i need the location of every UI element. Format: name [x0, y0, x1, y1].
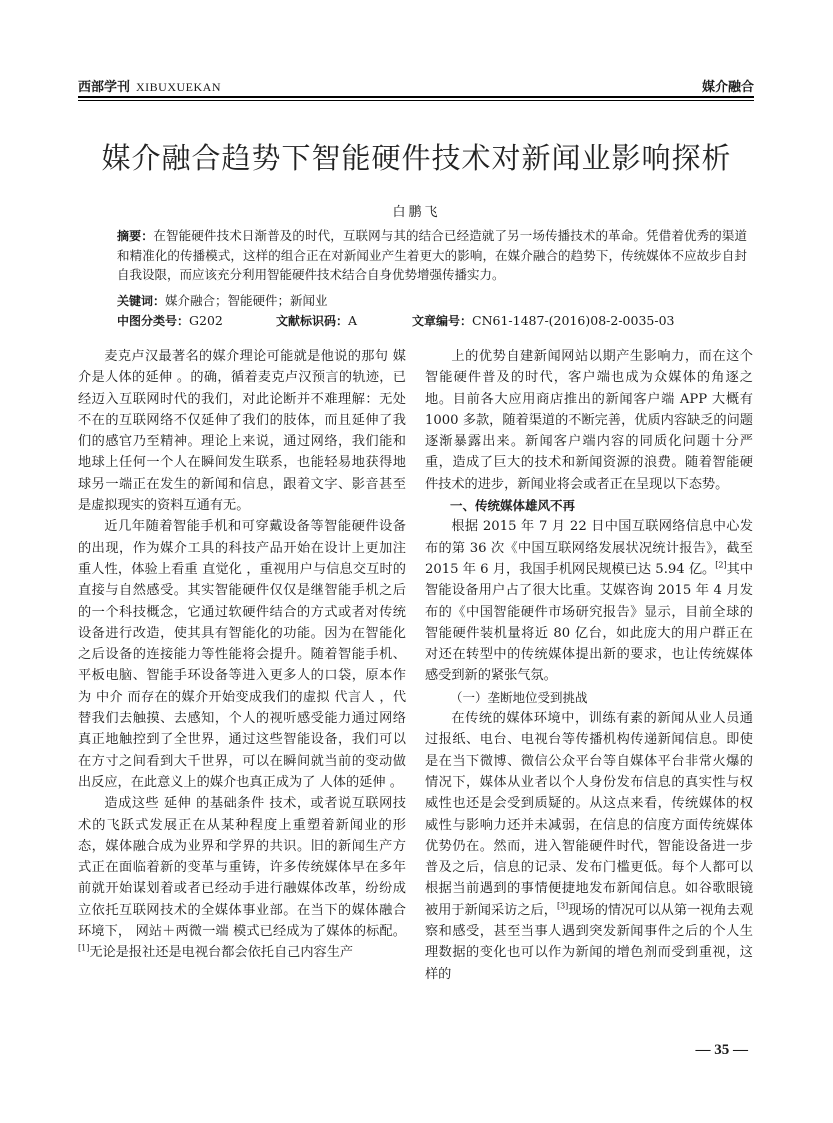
- body-paragraph: [425, 516, 753, 686]
- section-name: 媒介融合: [701, 80, 754, 95]
- subsection-heading: （一）垄断地位受到挑战: [450, 689, 588, 705]
- document-code: [276, 312, 357, 329]
- keywords-text: 媒介融合；智能硬件；新闻业: [165, 293, 328, 308]
- paragraph-text: 根据 2015 年 7 月 22 日中国互联网络信息中心发布的第 36 次《中国互联网络发展状况统计报告》，截至 2015 年 6 月，我国手机网民规模已达 5.94 亿。: [425, 519, 753, 577]
- section-heading: 一、传统媒体雄风不再: [450, 498, 576, 514]
- doc-code-value: A: [348, 313, 358, 328]
- page-number: — 35 —: [695, 1042, 748, 1058]
- journal-latin: XIBUXUEKAN: [136, 80, 222, 94]
- citation-ref: [1]: [78, 943, 90, 953]
- paragraph-text: 造成这些 延伸 的基础条件 技术，或者说互联网技术的飞跃式发展正在从某种程度上重塑着新闻业的形态，媒体融合成为业界和学界的共识。旧的新闻生产方式正在面临着新的变革与重铸，许多传统媒体早在多年前就开始谋划着或者已经动手进行融媒体改革，纷纷成立依托互联网技术的全媒体事业部。在当下的媒体融合环境下， 网站＋两微一端 模式已经成为了媒体的标配。: [78, 796, 406, 940]
- article-number: [412, 312, 675, 329]
- citation-ref: [2]: [715, 560, 727, 570]
- keywords-label: 关键词：: [117, 294, 166, 308]
- paragraph-text: 在传统的媒体环境中，训练有素的新闻从业人员通过报纸、电台、电视台等传播机构传递新闻信息。即使是在当下微博、微信公众平台等自媒体平台非常火爆的情况下，媒体从业者以个人身份发布信息的真实性与权威性也还是会受到质疑的。从这点来看，传统媒体的权威性与影响力还并未减弱，在信息的信度方面传统媒体优势仍在。然而，进入智能硬件时代，智能设备进一步普及之后，信息的记录、发布门槛更低。每个人都可以根据当前遇到的事情便捷地发布新闻信息。如谷歌眼镜被用于新闻采访之后，: [425, 711, 753, 918]
- abstract-text: 在智能硬件技术日渐普及的时代，互联网与其的结合已经造就了另一场传播技术的革命。凭借着优秀的渠道和精准化的传播模式，这样的组合正在对新闻业产生着更大的影响，在媒介融合的趋势下，传统媒体不应故步自封自我设限，而应该充分利用智能硬件技术结合自身优势增强传播实力。: [117, 228, 747, 282]
- body-paragraph: 上的优势自建新闻网站以期产生影响力，而在这个智能硬件普及的时代，客户端也成为众媒体的角逐之地。目前各大应用商店推出的新闻客户端 APP 大概有 1000 多款，随着渠道的不断完善，优质内容缺乏的问题逐渐暴露出来。新闻客户端内容的同质化问题十分严重，造成了巨大的技术和新闻资源的浪费。随着智能硬件技术的进步，新闻业将会或者正在呈现以下态势。: [425, 349, 753, 492]
- classification-label: 中图分类号：: [117, 314, 190, 328]
- header-rule-thick: [78, 96, 754, 98]
- abstract: [117, 226, 747, 284]
- citation-ref: [3]: [556, 901, 569, 911]
- article-number-label: 文章编号：: [412, 314, 473, 328]
- right-column: [425, 346, 753, 985]
- author-name: 白鹏飞: [392, 205, 441, 220]
- paragraph-text: 其中智能设备用户占了很大比重。艾媒咨询 2015 年 4 月发布的《中国智能硬件市场研究报告》显示，目前全球的智能硬件装机量将近 80 亿台，如此庞大的用户群正在对还在转型中的传统媒体提出新的要求，也让传统媒体感受到新的紧张气氛。: [425, 561, 754, 684]
- body-paragraph: 近几年随着智能手机和可穿戴设备等智能硬件设备的出现，作为媒介工具的科技产品开始在设计上更加注重人性，体验上看重 直觉化 ，重视用户与信息交互时的直接与自然感受。其实智能硬件仅仅是继智能手机之后的一个科技概念，它通过软硬件结合的方式或者对传统设备进行改造，使其具有智能化的功能。因为在智能化之后设备的连接能力等性能将会提升。随着智能手机、平板电脑、智能手环设备等进入更多人的口袋，原本作为 中介 而存在的媒介开始变成我们的虚拟 代言人 ，代替我们去触摸、去感知，个人的视听感受能力通过网络真正地触控到了全世界，通过这些智能设备，我们可以在方寸之间看到大千世界，可以在瞬间就当前的变动做出反应，在此意义上的媒介也真正成为了 人体的延伸 。: [78, 519, 406, 790]
- article-title: 媒介融合趋势下智能硬件技术对新闻业影响探析: [101, 141, 732, 175]
- running-header: [78, 76, 754, 94]
- paragraph-text: 现场的情况可以从第一视角去观察和感受，甚至当事人遇到突发新闻事件之后的个人生理数据的变化也可以作为新闻的增色剂而受到重视，这样的: [425, 902, 754, 982]
- journal-name: [78, 76, 221, 95]
- article-number-value: CN61-1487-(2016)08-2-0035-03: [472, 313, 675, 328]
- classification-number: [117, 312, 223, 329]
- body-paragraph: [425, 708, 753, 985]
- doc-code-label: 文献标识码：: [276, 314, 349, 328]
- left-column: [78, 346, 406, 964]
- abstract-label: 摘要：: [117, 229, 154, 243]
- header-rule-thin: [78, 100, 754, 101]
- journal-chinese: 西部学刊: [78, 80, 131, 95]
- paragraph-text: 无论是报社还是电视台都会依托自己内容生产: [89, 945, 354, 961]
- keywords: [117, 291, 328, 309]
- body-paragraph: 麦克卢汉最著名的媒介理论可能就是他说的那句 媒介是人体的延伸 。的确，循着麦克卢汉预言的轨迹，已经迈入互联网时代的我们，对此论断并不难理解：无处不在的互联网络不仅延伸了我们的肢体，而且延伸了我们的感官乃至精神。理论上来说，通过网络，我们能和地球上任何一个人在瞬间发生联系，也能轻易地获得地球另一端正在发生的新闻和信息，跟着文字、影音甚至是虚拟现实的资料互通有无。: [78, 349, 406, 514]
- classification-value: G202: [189, 313, 223, 328]
- body-paragraph: [78, 793, 406, 963]
